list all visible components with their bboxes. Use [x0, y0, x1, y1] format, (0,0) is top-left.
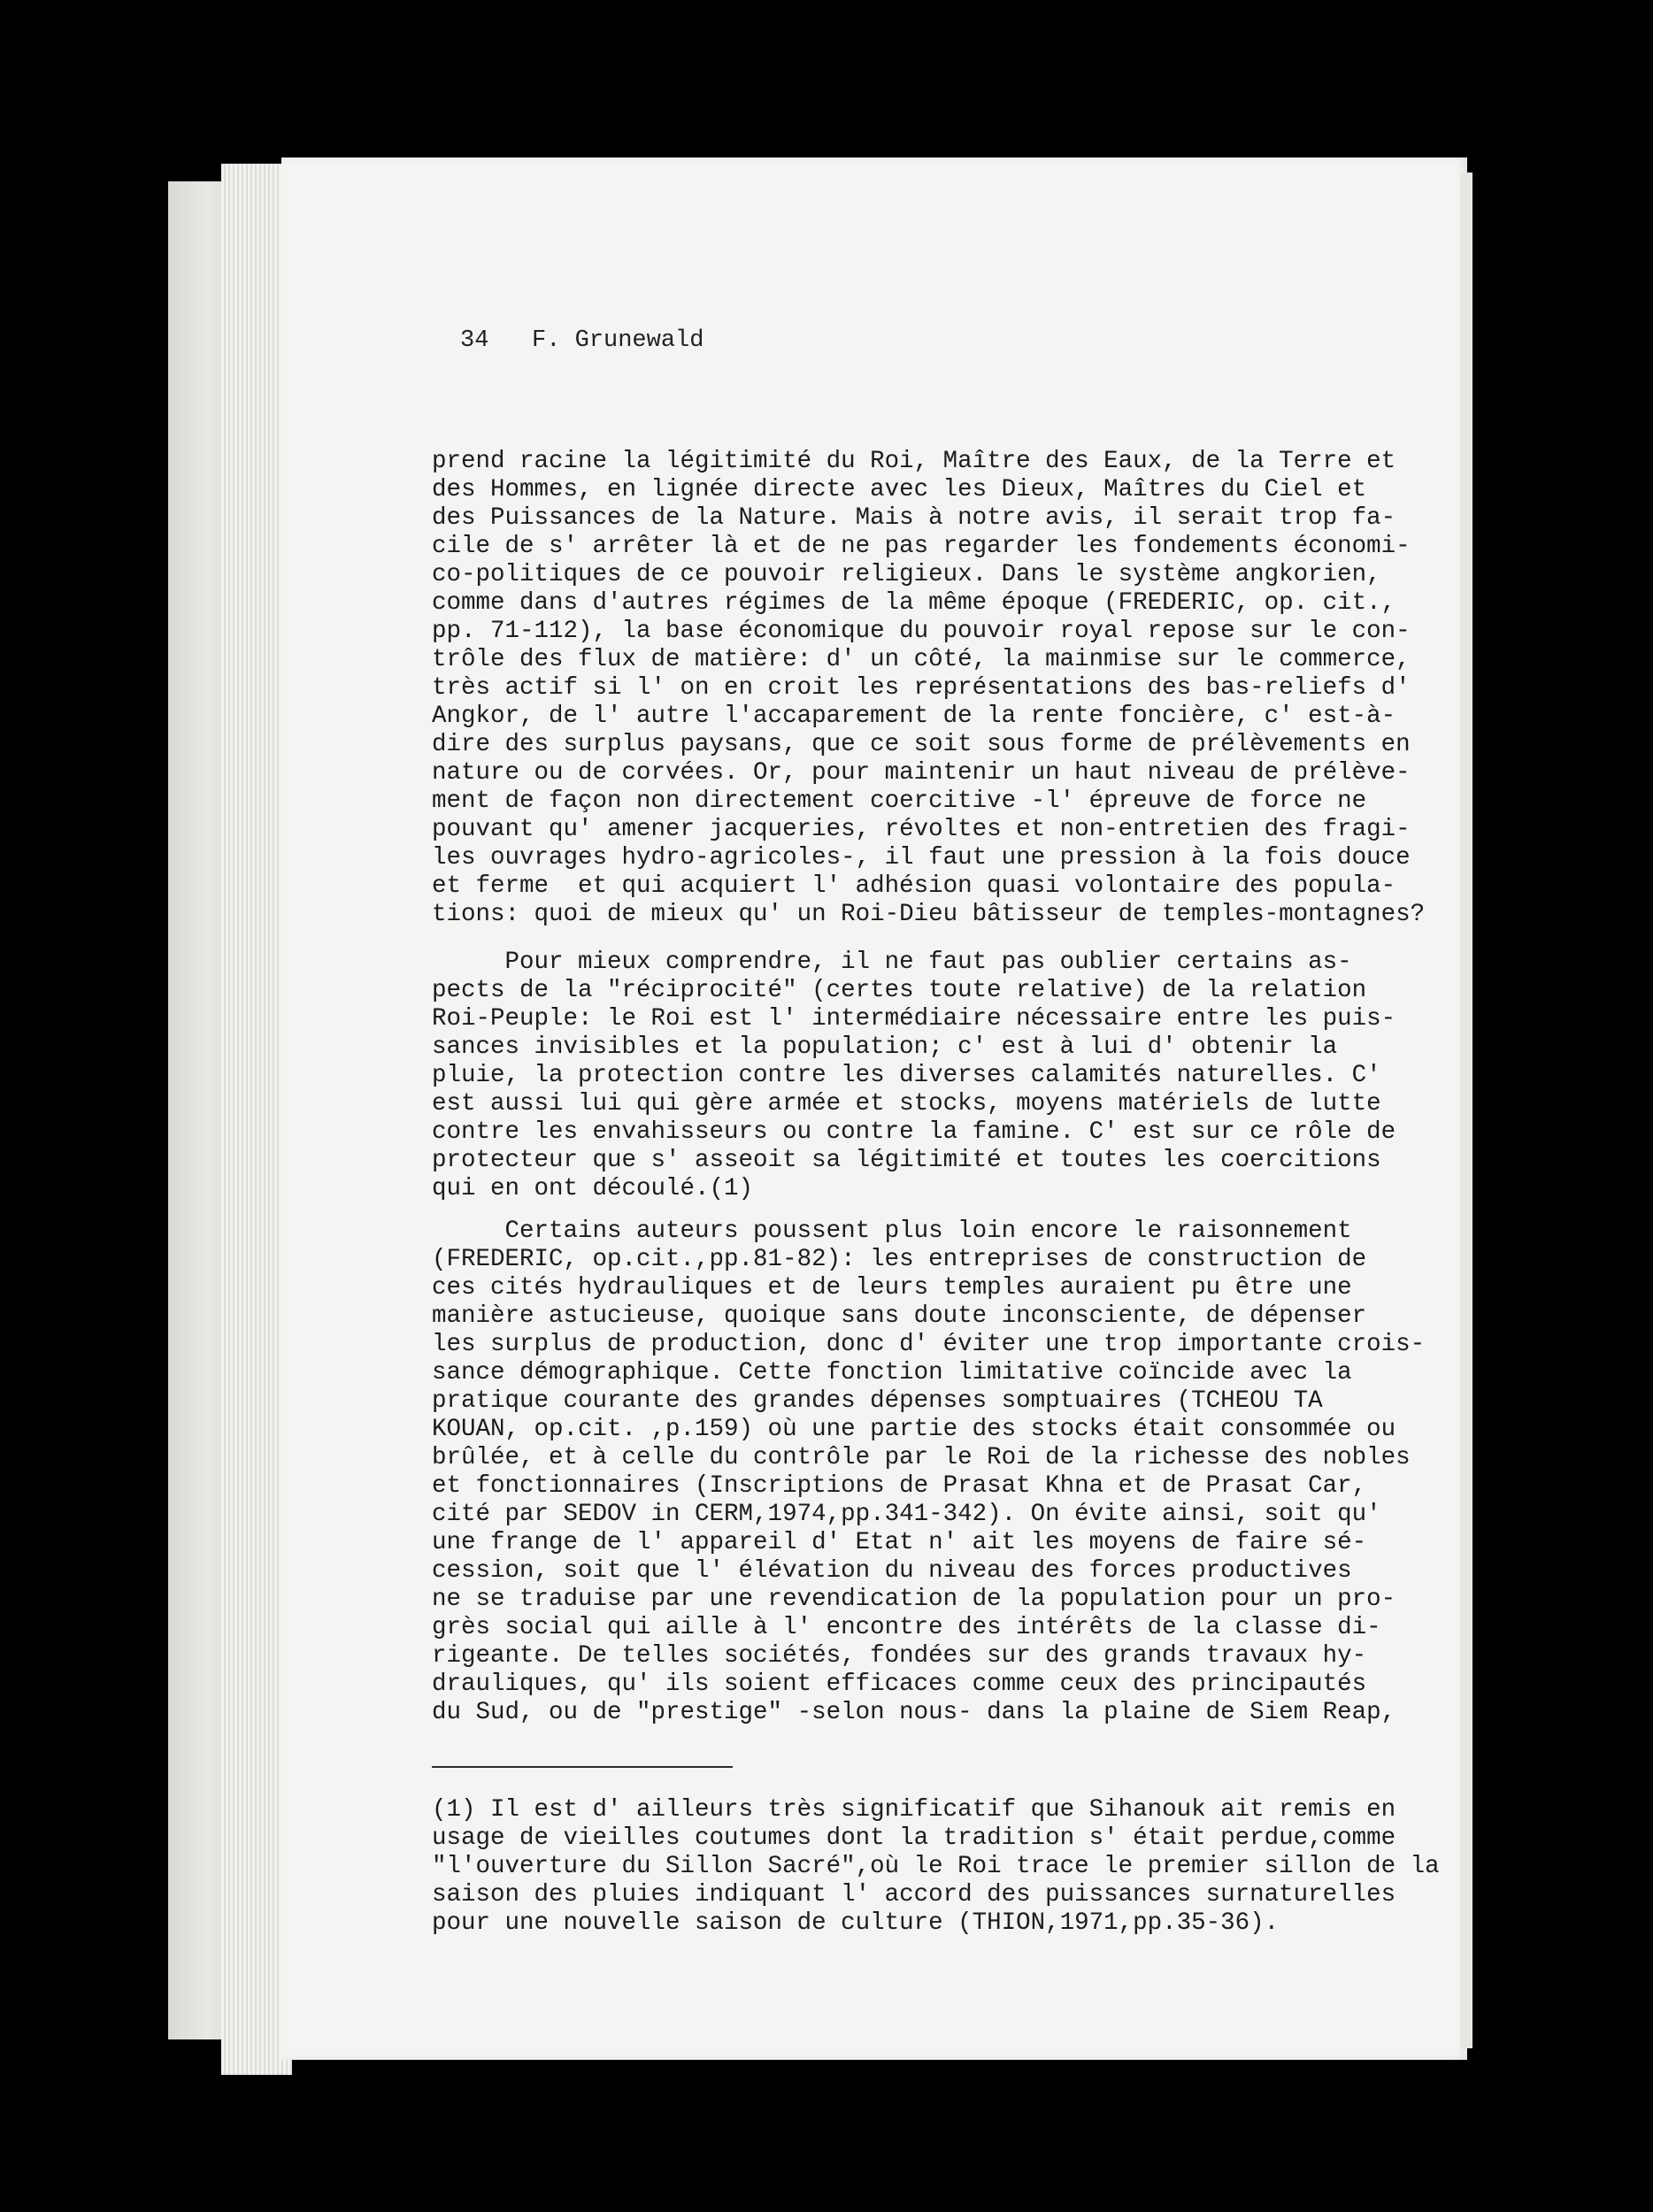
- paragraph-3: [432, 1217, 1426, 1727]
- paragraph-1: [432, 448, 1426, 929]
- text-line: drauliques, qu' ils soient efficaces comme ceux des principautés: [432, 1671, 1367, 1698]
- text-line: contre les envahisseurs ou contre la famine. C' est sur ce rôle de: [432, 1118, 1396, 1146]
- text-line: sance démographique. Cette fonction limitative coïncide avec la: [432, 1359, 1352, 1386]
- text-line: brûlée, et à celle du contrôle par le Roi de la richesse des nobles: [432, 1444, 1411, 1471]
- text-line: co-politiques de ce pouvoir religieux. Dans le système angkorien,: [432, 561, 1381, 588]
- text-line: ment de façon non directement coercitive -l' épreuve de force ne: [432, 787, 1367, 815]
- text-line: est aussi lui qui gère armée et stocks, moyens matériels de lutte: [432, 1090, 1381, 1118]
- text-line: et ferme et qui acquiert l' adhésion quasi volontaire des popula-: [432, 872, 1396, 900]
- text-line: grès social qui aille à l' encontre des intérêts de la classe di-: [432, 1614, 1381, 1641]
- page-number: 34: [460, 327, 489, 354]
- footnote-separator: [432, 1766, 733, 1768]
- text-line: saison des pluies indiquant l' accord des puissances surnaturelles: [432, 1881, 1396, 1909]
- paragraph-2: [432, 949, 1396, 1203]
- text-line: Certains auteurs poussent plus loin encore le raisonnement: [432, 1217, 1352, 1245]
- text-line: usage de vieilles coutumes dont la tradition s' était perdue,comme: [432, 1824, 1396, 1852]
- text-line: Roi-Peuple: le Roi est l' intermédiaire nécessaire entre les puis-: [432, 1005, 1396, 1033]
- text-line: les surplus de production, donc d' éviter une trop importante crois-: [432, 1331, 1426, 1358]
- text-line: très actif si l' on en croit les représentations des bas-reliefs d': [432, 674, 1411, 702]
- text-line: (1) Il est d' ailleurs très significatif que Sihanouk ait remis en: [432, 1796, 1396, 1824]
- text-line: et fonctionnaires (Inscriptions de Prasat Khna et de Prasat Car,: [432, 1472, 1367, 1500]
- text-line: cession, soit que l' élévation du niveau des forces productives: [432, 1557, 1352, 1585]
- text-line: trôle des flux de matière: d' un côté, la mainmise sur le commerce,: [432, 646, 1411, 673]
- text-line: cité par SEDOV in CERM,1974,pp.341-342). On évite ainsi, soit qu': [432, 1501, 1381, 1528]
- text-line: les ouvrages hydro-agricoles-, il faut une pression à la fois douce: [432, 844, 1411, 872]
- text-line: KOUAN, op.cit. ,p.159) où une partie des stocks était consommée ou: [432, 1416, 1396, 1443]
- text-line: pluie, la protection contre les diverses calamités naturelles. C': [432, 1062, 1381, 1089]
- text-line: Pour mieux comprendre, il ne faut pas oublier certains as-: [432, 949, 1352, 976]
- author-name: F. Grunewald: [532, 327, 704, 354]
- text-line: tions: quoi de mieux qu' un Roi-Dieu bâtisseur de temples-montagnes?: [432, 901, 1426, 928]
- text-line: protecteur que s' asseoit sa légitimité et toutes les coercitions: [432, 1147, 1381, 1174]
- text-line: "l'ouverture du Sillon Sacré",où le Roi trace le premier sillon de la: [432, 1853, 1440, 1880]
- text-line: qui en ont découlé.(1): [432, 1175, 754, 1202]
- running-header: [460, 327, 703, 354]
- text-line: pp. 71-112), la base économique du pouvoir royal repose sur le con-: [432, 618, 1411, 645]
- text-line: manière astucieuse, quoique sans doute inconsciente, de dépenser: [432, 1302, 1367, 1330]
- text-line: pratique courante des grandes dépenses somptuaires (TCHEOU TA: [432, 1387, 1323, 1415]
- text-line: (FREDERIC, op.cit.,pp.81-82): les entreprises de construction de: [432, 1246, 1367, 1273]
- text-line: prend racine la légitimité du Roi, Maître des Eaux, de la Terre et: [432, 448, 1396, 475]
- text-line: des Hommes, en lignée directe avec les Dieux, Maîtres du Ciel et: [432, 476, 1367, 503]
- text-line: ces cités hydrauliques et de leurs temples auraient pu être une: [432, 1274, 1352, 1302]
- text-line: dire des surplus paysans, que ce soit sous forme de prélèvements en: [432, 731, 1411, 758]
- text-line: rigeante. De telles sociétés, fondées sur des grands travaux hy-: [432, 1642, 1367, 1670]
- text-line: pouvant qu' amener jacqueries, révoltes et non-entretien des fragi-: [432, 816, 1411, 843]
- text-line: pects de la "réciprocité" (certes toute relative) de la relation: [432, 977, 1367, 1004]
- text-line: comme dans d'autres régimes de la même époque (FREDERIC, op. cit.,: [432, 589, 1396, 617]
- text-line: pour une nouvelle saison de culture (THION,1971,pp.35-36).: [432, 1909, 1280, 1937]
- text-line: Angkor, de l' autre l'accaparement de la rente foncière, c' est-à-: [432, 703, 1396, 730]
- footnote: [432, 1796, 1440, 1938]
- text-line: des Puissances de la Nature. Mais à notre avis, il serait trop fa-: [432, 504, 1396, 532]
- text-line: ne se traduise par une revendication de la population pour un pro-: [432, 1586, 1396, 1613]
- text-line: cile de s' arrêter là et de ne pas regarder les fondements économi-: [432, 533, 1411, 560]
- text-line: du Sud, ou de "prestige" -selon nous- dans la plaine de Siem Reap,: [432, 1699, 1396, 1726]
- text-line: nature ou de corvées. Or, pour maintenir un haut niveau de prélève-: [432, 759, 1411, 787]
- page-fore-edge: [1460, 173, 1472, 2048]
- text-line: sances invisibles et la population; c' est à lui d' obtenir la: [432, 1033, 1338, 1061]
- text-line: une frange de l' appareil d' Etat n' ait les moyens de faire sé-: [432, 1529, 1367, 1556]
